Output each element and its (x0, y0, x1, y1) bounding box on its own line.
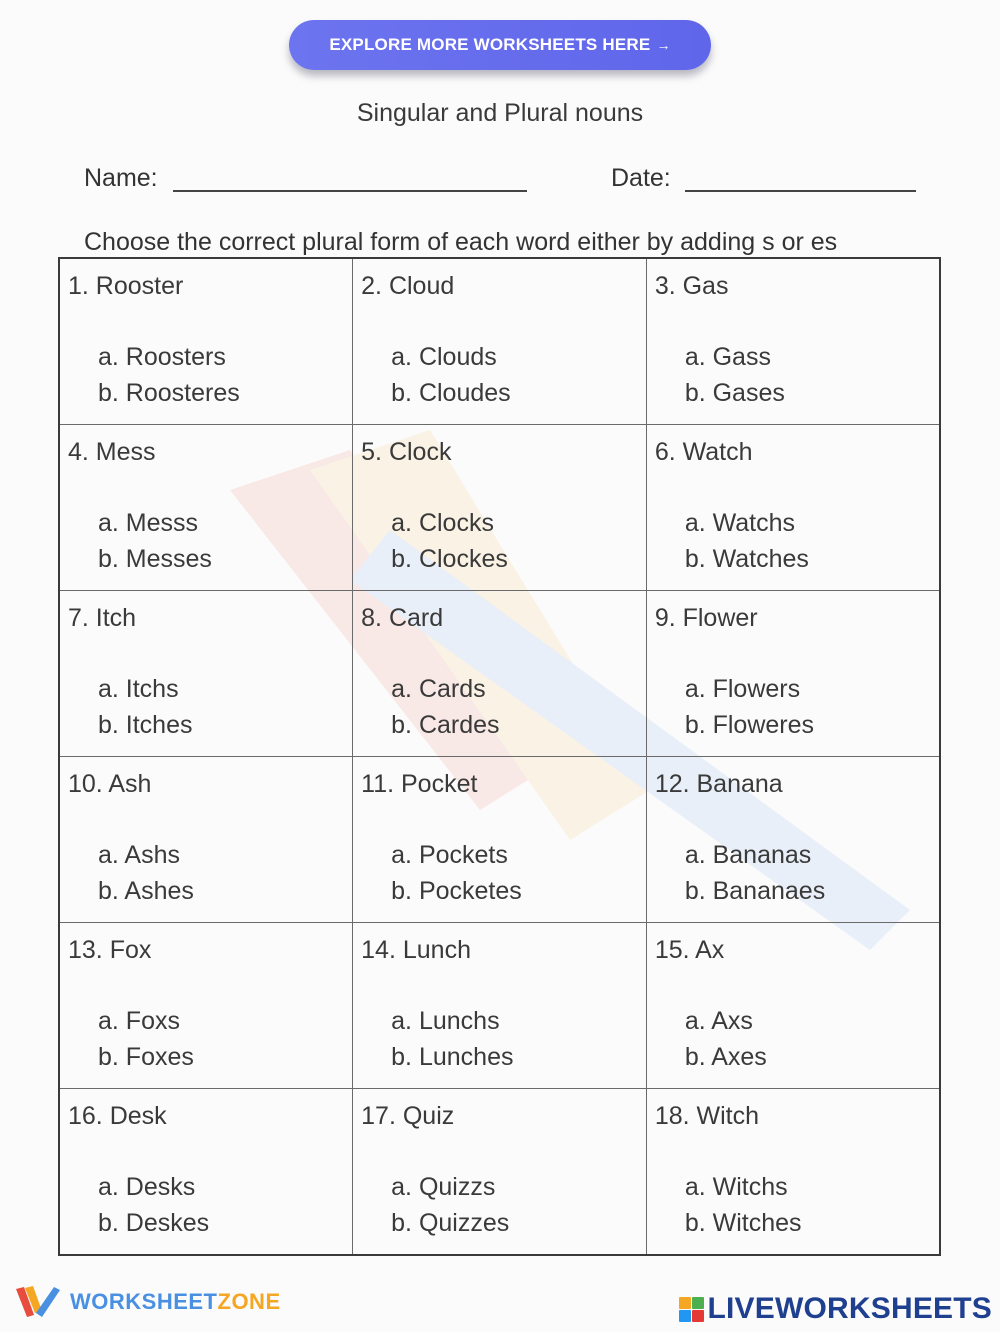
option-b[interactable]: b. Deskes (98, 1209, 210, 1237)
question-row (59, 1089, 940, 1256)
question-word: 6. Watch (654, 438, 753, 466)
question-word: 15. Ax (654, 936, 725, 964)
question-cell (59, 258, 353, 425)
question-cell (59, 425, 353, 591)
option-a[interactable]: a. Bananas (684, 841, 812, 869)
name-blank-line (173, 190, 527, 192)
option-a[interactable]: a. Gass (684, 343, 771, 371)
explore-more-worksheets-button[interactable] (289, 20, 711, 70)
option-b[interactable]: b. Bananaes (684, 877, 826, 905)
liveworksheets-wordmark: LIVEWORKSHEETS (707, 1292, 992, 1325)
option-b[interactable]: b. Roosteres (98, 379, 240, 407)
question-word: 18. Witch (654, 1102, 760, 1130)
option-b[interactable]: b. Messes (98, 545, 212, 573)
question-word: 1. Rooster (68, 272, 184, 300)
question-cell (353, 425, 647, 591)
option-b[interactable]: b. Gases (684, 379, 785, 407)
question-row (59, 923, 940, 1089)
option-b[interactable]: b. Watches (684, 545, 809, 573)
question-cell (646, 258, 940, 425)
question-cell (646, 425, 940, 591)
option-a[interactable]: a. Witchs (684, 1173, 788, 1201)
question-word: 12. Banana (654, 770, 783, 798)
option-a[interactable]: a. Foxs (98, 1007, 180, 1035)
option-a[interactable]: a. Watchs (684, 509, 796, 537)
question-word: 9. Flower (654, 604, 758, 632)
cta-label: EXPLORE MORE WORKSHEETS HERE (329, 35, 651, 54)
option-a[interactable]: a. Pockets (391, 841, 508, 869)
question-row (59, 757, 940, 923)
worksheetzone-word-2: ZONE (217, 1289, 281, 1314)
option-a[interactable]: a. Cards (391, 675, 486, 703)
question-word: 3. Gas (654, 272, 729, 300)
option-b[interactable]: b. Clockes (391, 545, 508, 573)
question-cell (353, 757, 647, 923)
question-cell (646, 757, 940, 923)
option-b[interactable]: b. Cloudes (391, 379, 511, 407)
option-b[interactable]: b. Foxes (98, 1043, 194, 1071)
option-b[interactable]: b. Itches (98, 711, 193, 739)
question-cell (353, 1089, 647, 1256)
question-cell (646, 591, 940, 757)
question-cell (353, 258, 647, 425)
date-label: Date: (611, 164, 671, 192)
question-cell (646, 1089, 940, 1256)
liveworksheets-logo (679, 1292, 993, 1326)
date-blank-line (685, 190, 916, 192)
question-cell (353, 923, 647, 1089)
question-word: 5. Clock (361, 438, 452, 466)
option-a[interactable]: a. Flowers (684, 675, 801, 703)
question-cell (59, 1089, 353, 1256)
question-cell (59, 591, 353, 757)
option-b[interactable]: b. Axes (684, 1043, 767, 1071)
option-a[interactable]: a. Lunchs (391, 1007, 500, 1035)
question-cell (59, 923, 353, 1089)
arrow-right-icon: → (656, 37, 671, 53)
question-row (59, 591, 940, 757)
option-a[interactable]: a. Roosters (98, 343, 226, 371)
question-word: 13. Fox (68, 936, 152, 964)
option-a[interactable]: a. Clouds (391, 343, 497, 371)
option-b[interactable]: b. Witches (684, 1209, 802, 1237)
option-b[interactable]: b. Lunches (391, 1043, 514, 1071)
question-word: 7. Itch (68, 604, 137, 632)
option-b[interactable]: b. Floweres (684, 711, 815, 739)
liveworksheets-logo-icon (679, 1297, 704, 1322)
option-a[interactable]: a. Ashs (98, 841, 180, 869)
question-cell (646, 923, 940, 1089)
option-b[interactable]: b. Quizzes (391, 1209, 510, 1237)
worksheet-title: Singular and Plural nouns (356, 99, 644, 127)
question-row (59, 425, 940, 591)
question-cell (353, 591, 647, 757)
option-a[interactable]: a. Axs (684, 1007, 753, 1035)
instructions: Choose the correct plural form of each word either by adding s or es (84, 228, 838, 256)
question-word: 10. Ash (68, 770, 152, 798)
worksheetzone-logo (14, 1285, 281, 1319)
question-word: 11. Pocket (361, 770, 478, 798)
option-b[interactable]: b. Pocketes (391, 877, 522, 905)
option-a[interactable]: a. Quizzs (391, 1173, 496, 1201)
question-cell (59, 757, 353, 923)
question-word: 14. Lunch (361, 936, 471, 964)
option-b[interactable]: b. Ashes (98, 877, 194, 905)
worksheetzone-wordmark (70, 1289, 281, 1315)
question-grid (58, 257, 941, 1256)
worksheetzone-logo-icon (14, 1285, 62, 1319)
question-word: 2. Cloud (361, 272, 455, 300)
question-word: 8. Card (361, 604, 444, 632)
question-row (59, 258, 940, 425)
name-label: Name: (84, 164, 158, 192)
question-word: 16. Desk (68, 1102, 167, 1130)
option-a[interactable]: a. Desks (98, 1173, 196, 1201)
question-word: 4. Mess (68, 438, 156, 466)
option-a[interactable]: a. Clocks (391, 509, 494, 537)
question-word: 17. Quiz (361, 1102, 455, 1130)
option-a[interactable]: a. Itchs (98, 675, 179, 703)
worksheetzone-word-1: WORKSHEET (70, 1289, 218, 1314)
option-a[interactable]: a. Messs (98, 509, 199, 537)
option-b[interactable]: b. Cardes (391, 711, 500, 739)
